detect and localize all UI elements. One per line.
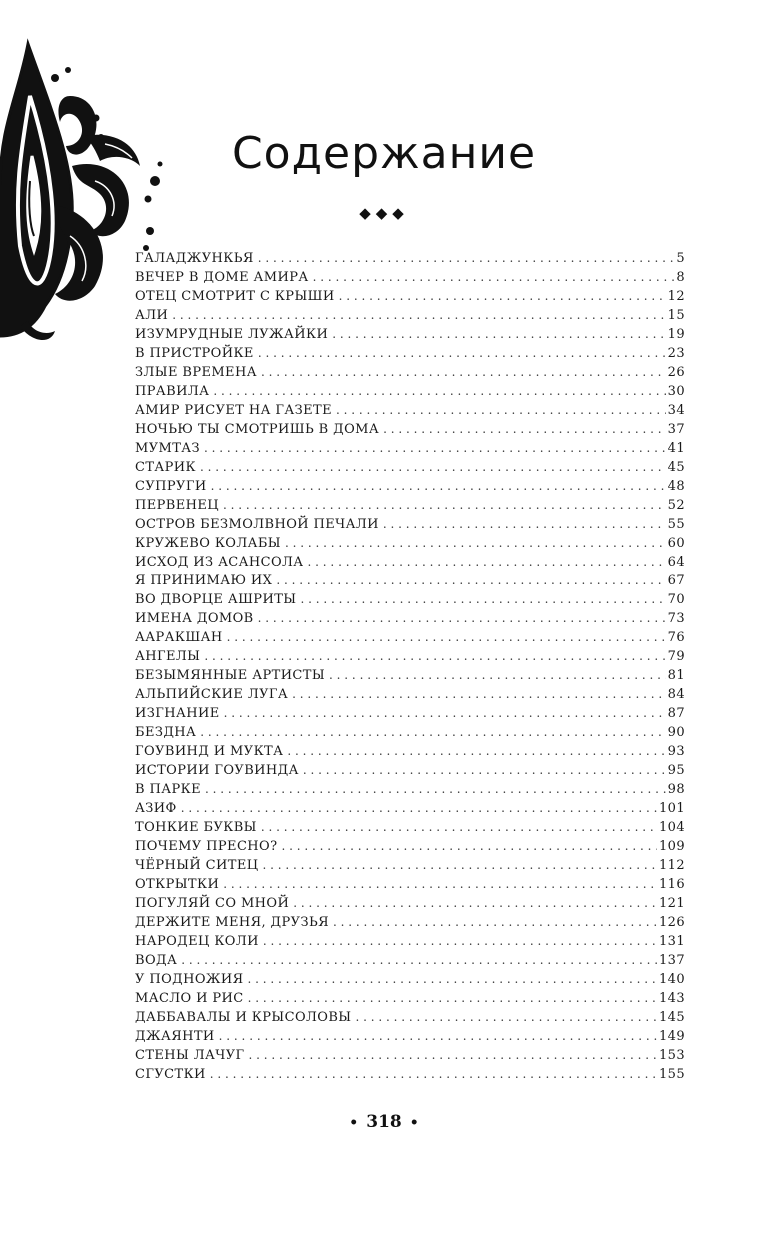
toc-dot-leader <box>257 363 666 382</box>
toc-entry-title: В ПРИСТРОЙКЕ <box>135 345 254 361</box>
bullet-left: • <box>349 1115 359 1131</box>
toc-entry[interactable] <box>135 723 685 742</box>
toc-entry-page: 137 <box>658 952 685 968</box>
toc-dot-leader <box>325 666 666 685</box>
toc-entry-title: АМИР РИСУЕТ НА ГАЗЕТЕ <box>135 402 333 418</box>
toc-dot-leader <box>379 515 666 534</box>
page-number: 318 <box>366 1112 402 1132</box>
toc-entry-page: 121 <box>658 895 685 911</box>
toc-entry-page: 73 <box>667 611 685 627</box>
toc-entry-title: СТАРИК <box>135 459 197 475</box>
toc-entry-title: АЛИ <box>135 307 169 323</box>
toc-dot-leader <box>272 571 665 590</box>
toc-entry[interactable] <box>135 590 685 609</box>
toc-dot-leader <box>309 268 675 287</box>
toc-entry-page: 145 <box>658 1009 685 1025</box>
toc-entry-page: 37 <box>667 421 685 437</box>
toc-entry-title: ГОУВИНД И МУКТА <box>135 744 284 760</box>
toc-entry[interactable] <box>135 306 685 325</box>
toc-entry-page: 143 <box>658 990 685 1006</box>
toc-dot-leader <box>220 704 666 723</box>
toc-entry-title: ААРАКШАН <box>135 630 223 646</box>
toc-dot-leader <box>201 780 666 799</box>
toc-entry-title: НАРОДЕЦ КОЛИ <box>135 933 259 949</box>
toc-entry-page: 116 <box>658 876 685 892</box>
toc-entry[interactable] <box>135 287 685 306</box>
toc-entry[interactable] <box>135 970 685 989</box>
toc-entry-title: ИЗУМРУДНЫЕ ЛУЖАЙКИ <box>135 326 329 342</box>
toc-entry-page: 52 <box>667 497 685 513</box>
toc-entry[interactable] <box>135 325 685 344</box>
toc-entry-page: 41 <box>667 440 685 456</box>
toc-dot-leader <box>244 970 657 989</box>
toc-dot-leader <box>304 553 666 572</box>
toc-dot-leader <box>289 894 657 913</box>
toc-entry-page: 149 <box>658 1028 685 1044</box>
toc-dot-leader <box>257 818 657 837</box>
toc-entry[interactable] <box>135 1008 685 1027</box>
toc-entry[interactable] <box>135 666 685 685</box>
toc-entry-title: ГАЛАДЖУНКЬЯ <box>135 251 254 266</box>
toc-entry[interactable] <box>135 989 685 1008</box>
toc-entry[interactable] <box>135 913 685 932</box>
toc-entry-page: 12 <box>667 288 685 304</box>
toc-dot-leader <box>258 856 657 875</box>
toc-entry[interactable] <box>135 951 685 970</box>
toc-dot-leader <box>335 287 666 306</box>
toc-entry-page: 34 <box>667 402 685 418</box>
toc-entry-page: 70 <box>667 592 685 608</box>
toc-entry[interactable] <box>135 761 685 780</box>
toc-entry-title: ОТКРЫТКИ <box>135 876 220 892</box>
toc-dot-leader <box>288 685 666 704</box>
toc-entry[interactable] <box>135 268 685 287</box>
toc-entry-page: 23 <box>667 345 685 361</box>
toc-entry-title: ОСТРОВ БЕЗМОЛВНОЙ ПЕЧАЛИ <box>135 516 379 532</box>
toc-dot-leader <box>200 647 665 666</box>
toc-dot-leader <box>209 382 665 401</box>
toc-entry-page: 101 <box>658 801 685 817</box>
toc-entry-page: 109 <box>658 839 685 855</box>
toc-dot-leader <box>177 799 657 818</box>
toc-entry[interactable] <box>135 515 685 534</box>
toc-entry-title: СГУСТКИ <box>135 1066 206 1082</box>
toc-entry[interactable] <box>135 1027 685 1046</box>
toc-entry[interactable] <box>135 609 685 628</box>
toc-entry[interactable] <box>135 818 685 837</box>
toc-entry-title: ИЗГНАНИЕ <box>135 706 220 722</box>
toc-dot-leader <box>332 401 666 420</box>
toc-entry[interactable] <box>135 647 685 666</box>
toc-entry-page: 98 <box>667 782 685 798</box>
toc-dot-leader <box>223 628 666 647</box>
toc-entry[interactable] <box>135 420 685 439</box>
toc-entry-title: ПОЧЕМУ ПРЕСНО? <box>135 839 278 855</box>
toc-dot-leader <box>296 590 665 609</box>
title-divider: ◆◆◆ <box>359 204 409 222</box>
toc-entry[interactable] <box>135 1046 685 1065</box>
toc-entry-page: 26 <box>667 364 685 380</box>
toc-entry-title: ПОГУЛЯЙ СО МНОЙ <box>135 895 290 911</box>
toc-entry-title: КРУЖЕВО КОЛАБЫ <box>135 535 281 551</box>
toc-entry-page: 45 <box>667 459 685 475</box>
toc-entry-page: 8 <box>676 269 685 285</box>
toc-entry[interactable] <box>135 401 685 420</box>
toc-dot-leader <box>215 1027 657 1046</box>
toc-entry[interactable] <box>135 1065 685 1084</box>
toc-entry-title: ВЕЧЕР В ДОМЕ АМИРА <box>135 269 309 285</box>
toc-entry-title: АЛЬПИЙСКИЕ ЛУГА <box>135 687 289 703</box>
toc-entry[interactable] <box>135 685 685 704</box>
toc-dot-leader <box>328 325 665 344</box>
toc-entry-title: ПЕРВЕНЕЦ <box>135 497 219 513</box>
toc-entry[interactable] <box>135 439 685 458</box>
toc-entry[interactable] <box>135 742 685 761</box>
toc-entry[interactable] <box>135 571 685 590</box>
toc-entry-title: ВОДА <box>135 952 178 968</box>
toc-entry-title: СУПРУГИ <box>135 478 207 494</box>
toc-entry-page: 112 <box>658 858 685 873</box>
toc-entry-title: БЕЗДНА <box>135 725 197 741</box>
toc-entry-title: ЧЁРНЫЙ СИТЕЦ <box>135 858 259 873</box>
toc-entry-title: СТЕНЫ ЛАЧУГ <box>135 1047 245 1063</box>
toc-entry[interactable] <box>135 553 685 572</box>
toc-entry[interactable] <box>135 875 685 894</box>
toc-entry-page: 81 <box>667 668 685 684</box>
toc-dot-leader <box>219 875 657 894</box>
toc-entry[interactable] <box>135 249 685 268</box>
toc-entry-title: НОЧЬЮ ТЫ СМОТРИШЬ В ДОМА <box>135 421 380 437</box>
toc-dot-leader <box>254 344 666 363</box>
toc-entry-page: 140 <box>658 971 685 987</box>
toc-entry-title: ИМЕНА ДОМОВ <box>135 611 254 627</box>
toc-entry-title: БЕЗЫМЯННЫЕ АРТИСТЫ <box>135 668 326 684</box>
toc-entry-page: 64 <box>667 554 685 570</box>
toc-entry-title: Я ПРИНИМАЮ ИХ <box>135 573 273 589</box>
toc-entry-title: АНГЕЛЫ <box>135 649 201 665</box>
toc-entry-title: ИСТОРИИ ГОУВИНДА <box>135 763 299 779</box>
toc-entry[interactable] <box>135 932 685 951</box>
toc-entry-title: МАСЛО И РИС <box>135 990 244 1006</box>
toc-entry-title: У ПОДНОЖИЯ <box>135 971 244 987</box>
toc-dot-leader <box>351 1008 657 1027</box>
toc-entry-title: ЗЛЫЕ ВРЕМЕНА <box>135 364 257 380</box>
table-of-contents <box>135 249 685 1084</box>
toc-entry-title: ОТЕЦ СМОТРИТ С КРЫШИ <box>135 288 335 304</box>
toc-entry-page: 126 <box>658 914 685 930</box>
toc-dot-leader <box>379 420 666 439</box>
toc-entry-title: АЗИФ <box>135 801 177 817</box>
toc-dot-leader <box>196 458 666 477</box>
toc-entry-page: 104 <box>658 820 685 836</box>
toc-entry[interactable] <box>135 628 685 647</box>
toc-entry-page: 48 <box>667 478 685 494</box>
toc-entry-title: ПРАВИЛА <box>135 383 210 399</box>
toc-entry[interactable] <box>135 837 685 856</box>
toc-dot-leader <box>207 477 666 496</box>
toc-entry[interactable] <box>135 856 685 875</box>
toc-entry-page: 95 <box>667 763 685 779</box>
page-title: Содержание <box>231 128 537 179</box>
toc-entry-page: 90 <box>667 725 685 741</box>
toc-dot-leader <box>177 951 657 970</box>
toc-dot-leader <box>196 723 665 742</box>
toc-entry-page: 15 <box>667 307 685 323</box>
toc-dot-leader <box>299 761 666 780</box>
toc-entry-page: 153 <box>658 1047 685 1063</box>
toc-entry-page: 93 <box>667 744 685 760</box>
toc-entry[interactable] <box>135 458 685 477</box>
toc-dot-leader <box>244 989 657 1008</box>
toc-entry[interactable] <box>135 363 685 382</box>
toc-entry[interactable] <box>135 344 685 363</box>
toc-dot-leader <box>259 932 657 951</box>
toc-dot-leader <box>281 534 666 553</box>
toc-dot-leader <box>283 742 665 761</box>
toc-dot-leader <box>245 1046 657 1065</box>
toc-entry-title: ДАББАВАЛЫ И КРЫСОЛОВЫ <box>135 1009 352 1025</box>
toc-dot-leader <box>254 249 675 268</box>
toc-entry-page: 131 <box>658 933 685 949</box>
toc-entry[interactable] <box>135 382 685 401</box>
toc-dot-leader <box>206 1065 657 1084</box>
toc-entry-title: ТОНКИЕ БУКВЫ <box>135 820 257 836</box>
toc-entry-title: ДЕРЖИТЕ МЕНЯ, ДРУЗЬЯ <box>135 914 330 930</box>
toc-entry-title: В ПАРКЕ <box>135 782 201 798</box>
page-number-footer <box>0 1112 768 1132</box>
toc-entry-page: 87 <box>667 706 685 722</box>
bullet-right: • <box>409 1115 419 1131</box>
toc-entry-page: 30 <box>667 383 685 399</box>
toc-entry[interactable] <box>135 799 685 818</box>
toc-entry[interactable] <box>135 477 685 496</box>
toc-entry[interactable] <box>135 704 685 723</box>
toc-dot-leader <box>219 496 666 515</box>
toc-dot-leader <box>277 837 657 856</box>
toc-entry-page: 155 <box>658 1066 685 1082</box>
toc-entry-page: 67 <box>667 573 685 589</box>
toc-dot-leader <box>168 306 665 325</box>
toc-dot-leader <box>254 609 666 628</box>
toc-entry-page: 76 <box>667 630 685 646</box>
toc-entry[interactable] <box>135 534 685 553</box>
toc-entry[interactable] <box>135 894 685 913</box>
toc-entry-title: ИСХОД ИЗ АСАНСОЛА <box>135 554 304 570</box>
toc-entry-page: 84 <box>667 687 685 703</box>
toc-entry-title: ВО ДВОРЦЕ АШРИТЫ <box>135 592 297 608</box>
toc-dot-leader <box>329 913 657 932</box>
toc-entry[interactable] <box>135 780 685 799</box>
toc-entry-page: 79 <box>667 649 685 665</box>
toc-entry-page: 19 <box>667 326 685 342</box>
toc-entry-page: 60 <box>667 535 685 551</box>
toc-entry[interactable] <box>135 496 685 515</box>
toc-dot-leader <box>200 439 666 458</box>
toc-entry-title: ДЖАЯНТИ <box>135 1028 215 1044</box>
toc-entry-title: МУМТАЗ <box>135 440 201 456</box>
toc-entry-page: 55 <box>667 516 685 532</box>
toc-entry-page: 5 <box>676 251 685 266</box>
